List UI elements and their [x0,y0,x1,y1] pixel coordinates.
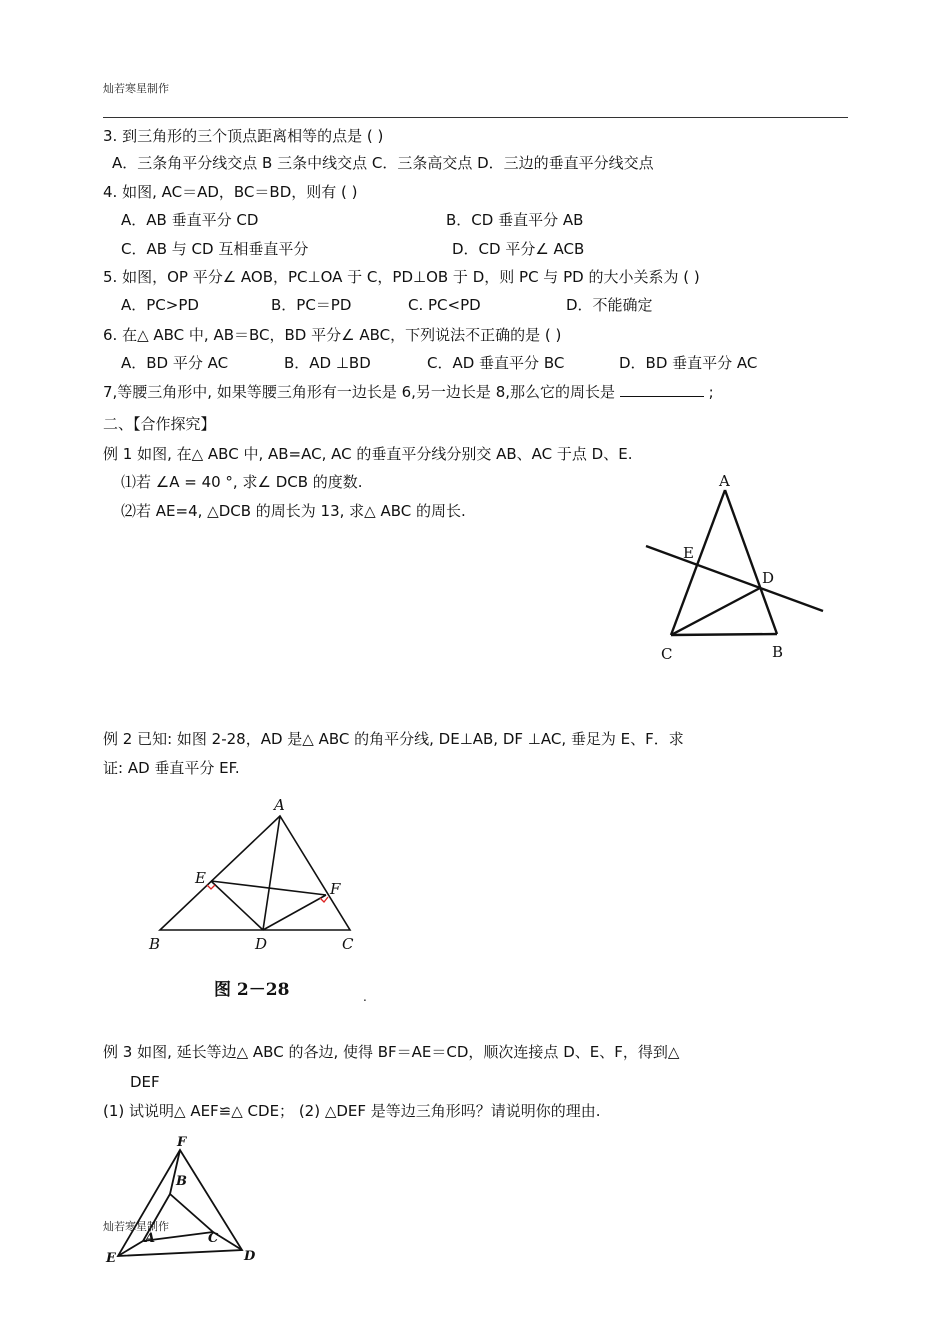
example1-stem: 例 1 如图, 在△ ABC 中, AB=AC, AC 的垂直平分线分别交 AB、AC 于点 D、E. [103,445,633,463]
example2-stem-cont: 证: AD 垂直平分 EF. [103,759,240,777]
label-b: B [772,643,784,661]
q3-stem: 3. 到三角形的三个顶点距离相等的点是 ( ) [103,127,384,145]
q4-option-c: C．AB 与 CD 互相垂直平分 [121,240,309,258]
example3-questions: (1) 试说明△ AEF≌△ CDE； (2) △DEF 是等边三角形吗？请说明你的理由. [103,1102,601,1120]
q6-stem: 6. 在△ ABC 中, AB＝BC，BD 平分∠ ABC，下列说法不正确的是 ( ) [103,326,562,344]
side-ab [725,490,777,634]
label-d: D [244,1249,256,1264]
label-d: D [762,569,775,587]
q4-option-d: D．CD 平分∠ ACB [452,240,585,258]
q5-option-d: D．不能确定 [566,296,653,314]
q6-option-d: D．BD 垂直平分 AC [619,354,758,372]
page-header: 灿若寒星制作 [103,82,169,95]
label-e: E [106,1251,116,1266]
example2-stem: 例 2 已知: 如图 2-28，AD 是△ ABC 的角平分线, DE⊥AB, DF ⊥AC, 垂足为 E、F．求 [103,730,684,748]
label-e: E [195,869,206,887]
stray-dot: . [363,990,367,1004]
right-angle-mark-e [207,885,215,889]
q5-option-c: C. PC<PD [408,296,481,314]
side-ac [671,490,725,635]
q5-option-a: A．PC>PD [121,296,199,314]
example3-figure [100,1128,270,1268]
q7-end: ; [708,383,714,401]
label-a: A [274,796,285,814]
q7-text: 7,等腰三角形中, 如果等腰三角形有一边长是 6,另一边长是 8,那么它的周长是 [103,383,616,401]
side-cb [671,634,777,635]
label-a: A [145,1231,156,1246]
q6-option-c: C．AD 垂直平分 BC [427,354,565,372]
segment-df [263,895,326,930]
q6-option-b: B．AD ⊥BD [284,354,371,372]
example3-stem: 例 3 如图, 延长等边△ ABC 的各边, 使得 BF＝AE＝CD，顺次连接点 D、E、F，得到△ [103,1043,680,1061]
label-b: B [149,935,161,953]
q4-stem: 4. 如图, AC＝AD，BC＝BD，则有 ( ) [103,183,358,201]
example3-stem-cont: DEF [130,1073,160,1091]
label-e: E [683,544,694,562]
segment-de [211,881,263,930]
label-d: D [255,935,268,953]
label-c: C [342,935,354,953]
label-f: F [177,1135,187,1150]
segment-ad [263,816,280,930]
label-c: C [661,645,673,663]
example2-figure [140,790,370,960]
triangle-abc [160,816,350,930]
q5-stem: 5. 如图，OP 平分∠ AOB，PC⊥OA 于 C，PD⊥OB 于 D，则 PC 与 PD 的大小关系为 ( ) [103,268,700,286]
segment-cd [671,588,760,635]
example1-part2: ⑵若 AE=4, △DCB 的周长为 13, 求△ ABC 的周长. [121,502,466,520]
header-rule [103,117,848,118]
label-a: A [719,472,730,490]
q7-stem [103,382,714,401]
label-c: C [208,1231,219,1246]
section-heading: 二、【合作探究】 [103,415,216,433]
q6-option-a: A．BD 平分 AC [121,354,229,372]
q3-options: A．三条角平分线交点 B 三条中线交点 C．三条高交点 D．三边的垂直平分线交点 [112,154,654,172]
example1-figure [630,465,840,670]
q4-option-b: B．CD 垂直平分 AB [446,211,584,229]
q4-option-a: A．AB 垂直平分 CD [121,211,259,229]
example1-part1: ⑴若 ∠A = 40 °, 求∠ DCB 的度数. [121,473,363,491]
label-b: B [176,1174,187,1189]
label-f: F [330,880,341,898]
figure-caption: 图 2－28 [214,980,290,1000]
q7-answer-blank [620,382,704,397]
q5-option-b: B．PC＝PD [271,296,352,314]
page-footer: 灿若寒星制作 [103,1220,169,1233]
